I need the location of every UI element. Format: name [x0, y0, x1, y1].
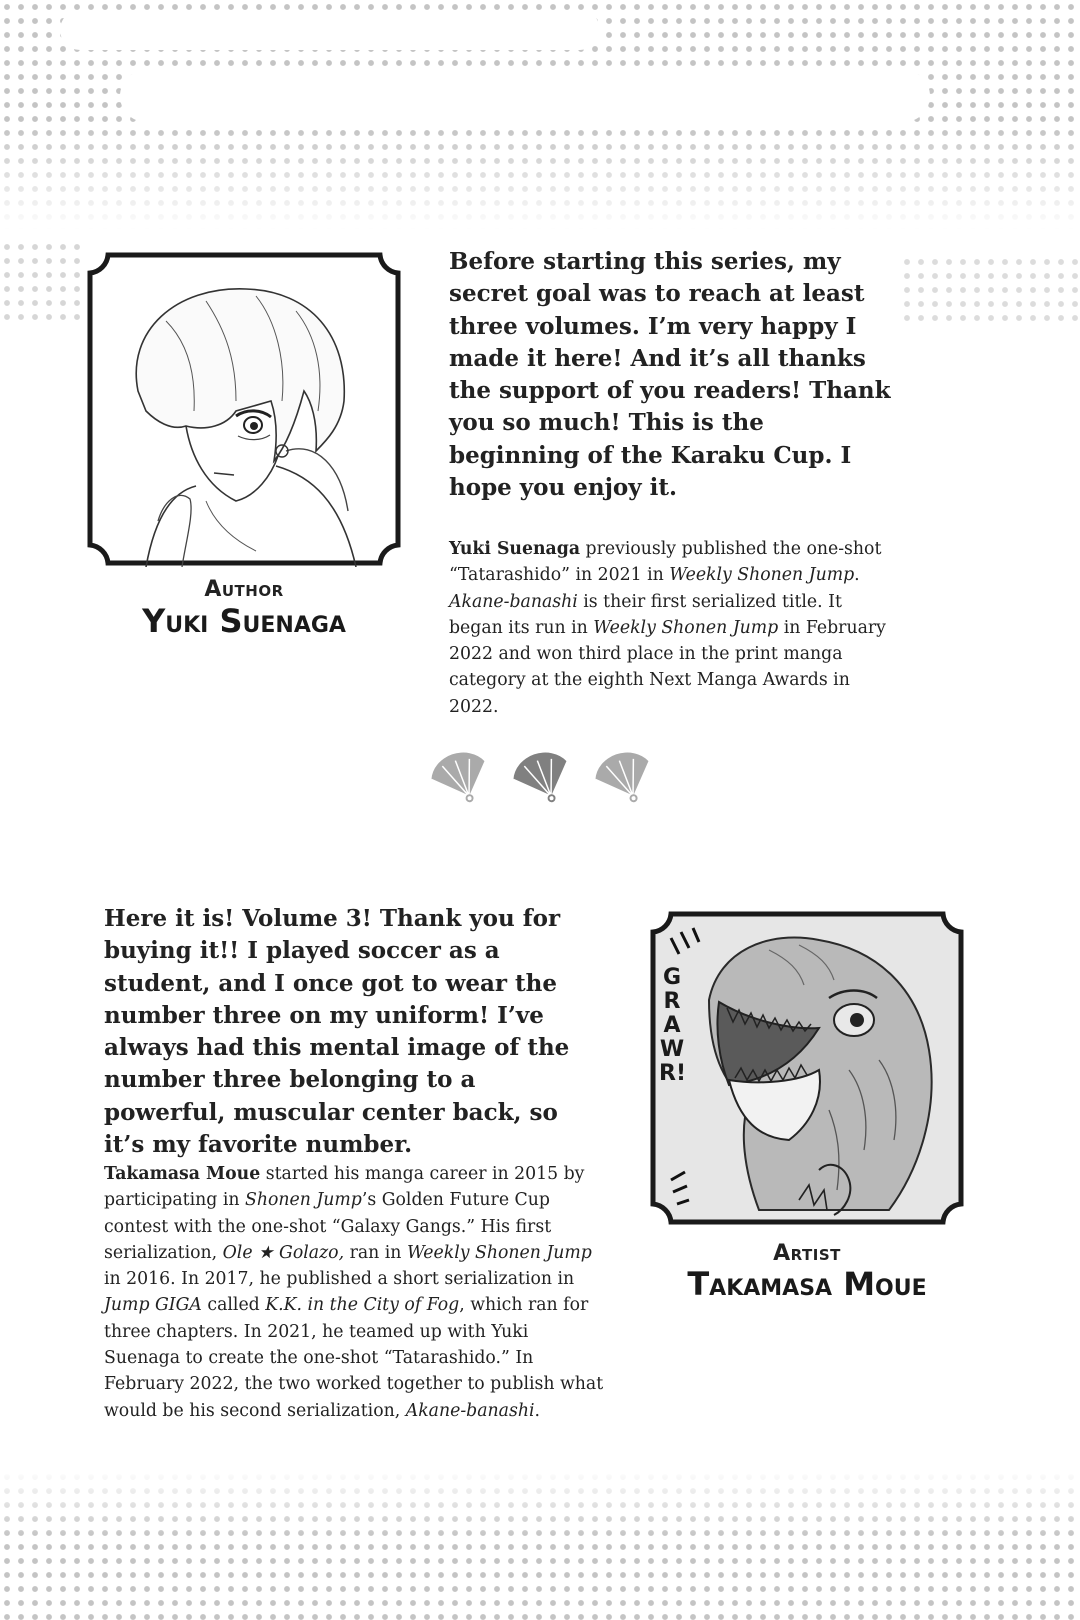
author-bio-italic-3: Weekly Shonen Jump [593, 617, 779, 638]
fan-icon-right [591, 748, 658, 808]
author-message: Before starting this series, my secret goal was to reach at least three volumes. I’m very happy I made it here! And it’s all thanks the support of you readers! Thank you so much! This is the beginning of the Karaku Cup. I hope you enjoy it. [449, 248, 891, 502]
artist-bio-text-4: in 2016. In 2017, he published a short serialization in [104, 1269, 575, 1290]
artist-bio-italic-1: Shonen Jump [244, 1190, 362, 1211]
author-bio-text-2: . [854, 565, 860, 586]
artist-bio-name: Takamasa Moue [104, 1164, 261, 1184]
artist-message: Here it is! Volume 3! Thank you for buying it!! I played soccer as a student, and I once got to wear the number three on my uniform! I’ve always had this mental image of the number three belonging to a powerful, muscular center back, so it’s my favorite number. [104, 905, 570, 1159]
dot-pattern-gap-top-2 [120, 70, 930, 122]
artist-bio-text-6: , which ran for three chapters. In 2021, he teamed up with Yuki Suenaga to create the one-shot “Tatarashido.” In February 2022, the two worked together to publish what would be his second serialization, [104, 1295, 604, 1421]
dot-pattern-gap-top [60, 10, 600, 50]
author-name: Yuki Suenaga [142, 602, 346, 640]
artist-role-label: Artist [773, 1241, 841, 1266]
artist-bio-text-1: started his manga career in 2015 by participating in [104, 1164, 585, 1211]
artist-bio [104, 1161, 609, 1424]
artist-bio-italic-3: Weekly Shonen Jump [406, 1242, 592, 1263]
fan-divider [430, 748, 660, 808]
author-portrait-drawing [86, 251, 402, 567]
dot-pattern-left [0, 240, 80, 320]
author-bio-name: Yuki Suenaga [449, 539, 581, 559]
author-bio-text-4: in February 2022 and won third place in the print manga category at the eighth Next Manga Awards in 2022. [449, 617, 886, 717]
author-bio-italic-2: Akane-banashi [449, 591, 578, 612]
artist-bio-italic-5: K.K. in the City of Fog [265, 1295, 460, 1316]
artist-name: Takamasa Moue [687, 1265, 927, 1303]
artist-bio-italic-6: Akane-banashi [405, 1400, 535, 1421]
artist-bio-text-7: . [534, 1400, 540, 1421]
author-role-label: Author [204, 577, 284, 602]
fan-icon-center [509, 748, 576, 808]
artist-bio-text-2: ’s Golden Future Cup contest with the one-shot “Galaxy Gangs.” His first serialization, [104, 1190, 552, 1263]
dot-pattern-bottom [0, 1470, 1080, 1620]
author-bio-italic-1: Weekly Shonen Jump [669, 565, 855, 586]
author-bio-text-1: previously published the one-shot “Tatarashido” in 2021 in [449, 539, 882, 586]
artist-bio-italic-4: Jump GIGA [104, 1295, 202, 1316]
artist-bio-italic-2: Ole ★ Golazo, [222, 1242, 345, 1263]
artist-bio-text-5: called [201, 1295, 266, 1316]
author-bio [449, 536, 894, 720]
sfx-text: GRAWR! [659, 965, 686, 1086]
fan-icon-left [430, 748, 494, 808]
author-bio-text-3: is their first serialized title. It began its run in [449, 591, 842, 638]
author-portrait [86, 251, 402, 567]
artist-portrait [649, 910, 965, 1226]
artist-portrait-drawing [649, 910, 965, 1226]
dot-pattern-right [900, 255, 1080, 325]
artist-bio-text-3: ran in [344, 1242, 407, 1263]
